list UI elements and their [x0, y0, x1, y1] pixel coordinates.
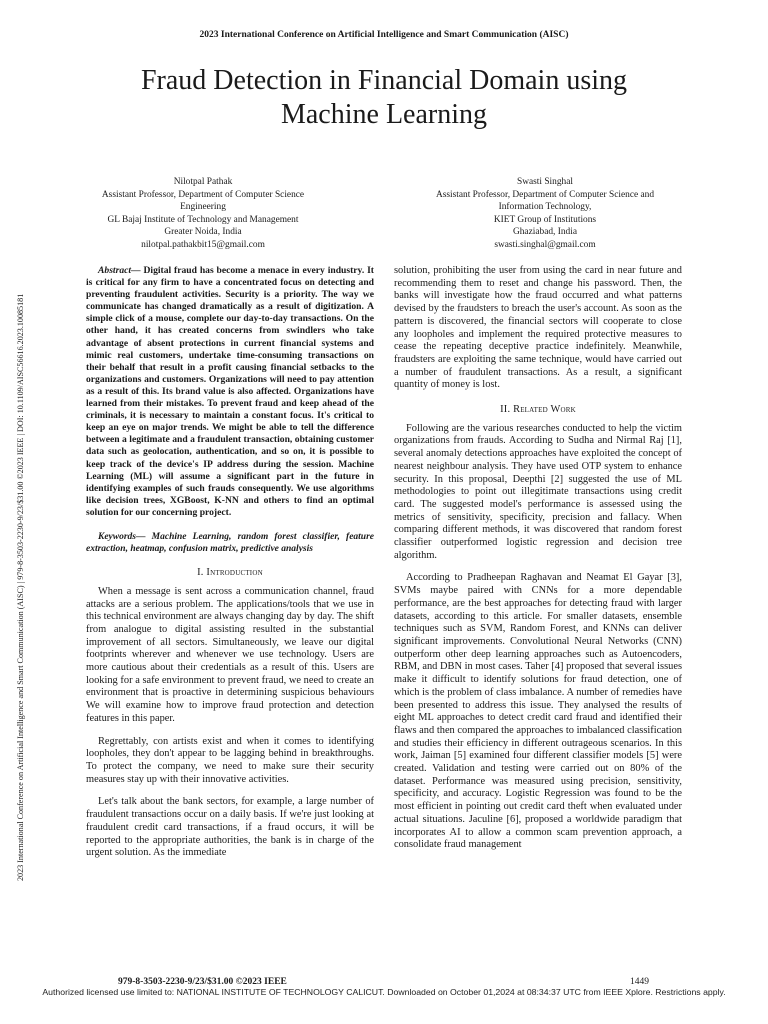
section-number-introduction: I. [197, 567, 204, 579]
download-notice: Authorized licensed use limited to: NATIONAL INSTITUTE OF TECHNOLOGY CALICUT. Downloaded on October 01,2024 at 08:34:37 UTC from IEEE Xplore. Restrictions apply. [42, 987, 726, 997]
author-block-2 [400, 176, 690, 252]
intro-paragraph: When a message is sent across a communication channel, fraud attacks are a serious problem. The applications/tools that we use in this technical environment are always changing day by day. The shift from analogue to digital assisting resulted in the substantial improvement of all sectors. Simultaneously, we leave our digital footprints wherever and whenever we use technology. Users are more cautious about their credentials as a result of this. Users are looking for a safe environment to prevent fraud, we need to create an environment that is proactive in determining suspicious behaviours We will examine how to improve fraud protection and detection features in this paper. [86, 585, 374, 724]
section-heading-related-work [394, 404, 682, 417]
author-2-location: Ghaziabad, India [512, 227, 578, 238]
paper-title-line-2: Machine Learning [280, 99, 488, 130]
author-1-department: Engineering [180, 202, 226, 213]
author-1-name: Nilotpal Pathak [173, 177, 233, 187]
intro-paragraph: Regrettably, con artists exist and when it comes to identifying loopholes, they don't appear to be lagging behind in breakthroughs. To protect the company, we need to make sure their security measures stay up with their innovative activities. [86, 735, 374, 785]
section-title-related-work: Related Work [513, 404, 576, 416]
doi-side-stamp [6, 138, 26, 890]
footer-page-number: 1449 [630, 977, 649, 987]
abstract-text: Digital fraud has become a menace in every industry. It is critical for any firm to have a concentrated focus on detecting and preventing fraudulent activities. Security is a priority. The way we communicate has changed dramatically as a result of digitization. A simple click of a mouse, complete our day-to-day transactions. On the other hand, it has created concerns from swindlers who take advantage of absent protections in current financial systems and mimic real customers, undertake time-consuming transactions on their behalf that result in a profit causing financial setbacks to the organizations and customers. Organizations will need to pay attention as a result of this. Its brand value is also affected. Organizations have learned from their mistakes. To prevent fraud and keep ahead of the criminals, it is necessary to maintain a constant focus. It's critical to keep an eye on major trends. We might be able to tell the difference between a legitimate and a fraudulent transaction, obtaining customer data such as geolocation, authentication, and so on, it is possible to keep track of the device's IP address during the session. Machine Learning (ML) will assume a significant part in the future in identifying examples of such frauds consequently. We use algorithms like decision trees, XGBoost, K-NN and others to find an optimal solution for our concerning project. [86, 265, 374, 518]
conference-header: 2023 International Conference on Artificial Intelligence and Smart Communication (AISC) [199, 30, 569, 40]
keywords [86, 531, 374, 555]
doi-side-stamp-text: 2023 International Conference on Artificial Intelligence and Smart Communication (AISC) | 979-8-3503-2230-9/23/$31.00 ©2023 IEEE | DOI: 10.1109/AISC56616.2023.10085181 [16, 293, 25, 881]
related-work-paragraph: Following are the various researches conducted to help the victim organizations from frauds. According to Sudha and Nirmal Raj [1], several anomaly detections approaches have exploited the concept of nearest neighbour analysis. They have used OTP system to enhance security. In this proposal, Deepthi [2] suggested the use of ML methodologies to point out illegitimate transactions using credit card. The suggested model's performance is assessed using the metrics of sensitivity, specificity, precision and fallacy. When comparing different methods, it was discovered that random forest classifier outperformed logistic regression and decision tree algorithm. [394, 422, 682, 561]
related-work-paragraph: According to Pradheepan Raghavan and Neamat El Gayar [3], SVMs maybe paired with CNNs for a more dependable performance, are the best approaches for detecting fraud with larger datasets, according to this article. For smaller datasets, ensemble techniques such as SVM, Random Forest, and KNNs can deliver significant improvements. Convolutional Neural Networks (CNN) outperform other deep learning approaches such as Autoencoders, RBM, and DBN in most cases. Taher [4] proposed that several issues make it difficult to identify solutions for fraud detection, one of which is the problem of class imbalance. A number of remedies have been presented to address this issue. They analysed the results of eight ML approaches to detect credit card fraud and identified their flaws and then compared the approaches to imbalanced classification and studies their efficiency in different outrageous scenarios. In this work, Jaiman [5] examined four different classifier models [5] were created. Validation and testing were carried out on 80% of the dataset. Performance was measured using precision, sensitivity, specificity, and accuracy. Logistic Regression was found to be the most efficient in pointing out credit card theft when evaluated under actual situations. Jaculine [6], proposed a worldwide paradigm that incorporates AI to allow a common scam prevention approach, a consolidate fraud management [394, 572, 682, 851]
section-number-related-work: II. [500, 404, 511, 416]
author-2-email: swasti.singhal@gmail.com [494, 239, 596, 250]
author-1-institution: GL Bajaj Institute of Technology and Management [107, 214, 299, 225]
intro-continuation-paragraph: solution, prohibiting the user from using the card in near future and recommending them to reset and change his password. Then, the banks will investigate how the fraud occurred and what patterns devised by the fraudsters to breach the user's account. As soon as the pattern is discovered, the financial sectors will cooperate to close any loopholes and implement the required protective measures to cease the repeating deceptive practice indefinitely. Meanwhile, fraudsters are exploiting the same technique, would have carried out a number of fraudulent transactions. As a result, a significant quantity of money is lost. [394, 265, 682, 391]
author-1-location: Greater Noida, India [164, 227, 242, 238]
author-1-position: Assistant Professor, Department of Computer Science [101, 189, 305, 200]
right-column [394, 265, 682, 852]
author-2-department: Information Technology, [498, 202, 592, 213]
intro-paragraph: Let's talk about the bank sectors, for example, a large number of fraudulent transactions occur on a daily basis. If we're just looking at fraudulent credit card transactions, if a fraud occurs, it will be reported to the appropriate authorities, the bank is in charge of the urgent solution. As the immediate [86, 796, 374, 859]
left-column [86, 265, 374, 860]
author-block-1 [58, 176, 348, 252]
paper-title-line-1: Fraud Detection in Financial Domain using [140, 65, 628, 96]
keywords-label: Keywords— [98, 531, 146, 542]
footer-isbn: 979-8-3503-2230-9/23/$31.00 ©2023 IEEE [118, 977, 287, 987]
abstract-label: Abstract— [98, 265, 141, 276]
section-heading-introduction [86, 567, 374, 580]
paper-title [84, 64, 684, 132]
author-2-institution: KIET Group of Institutions [493, 214, 597, 225]
keywords-text: Machine Learning, random forest classifier, feature extraction, heatmap, confusion matrix, predictive analysis [86, 531, 374, 555]
abstract [86, 265, 374, 519]
author-1-email: nilotpal.pathakbit15@gmail.com [141, 239, 265, 250]
section-title-introduction: Introduction [206, 567, 263, 579]
author-2-position: Assistant Professor, Department of Computer Science and [435, 189, 655, 200]
author-2-name: Swasti Singhal [517, 177, 573, 187]
